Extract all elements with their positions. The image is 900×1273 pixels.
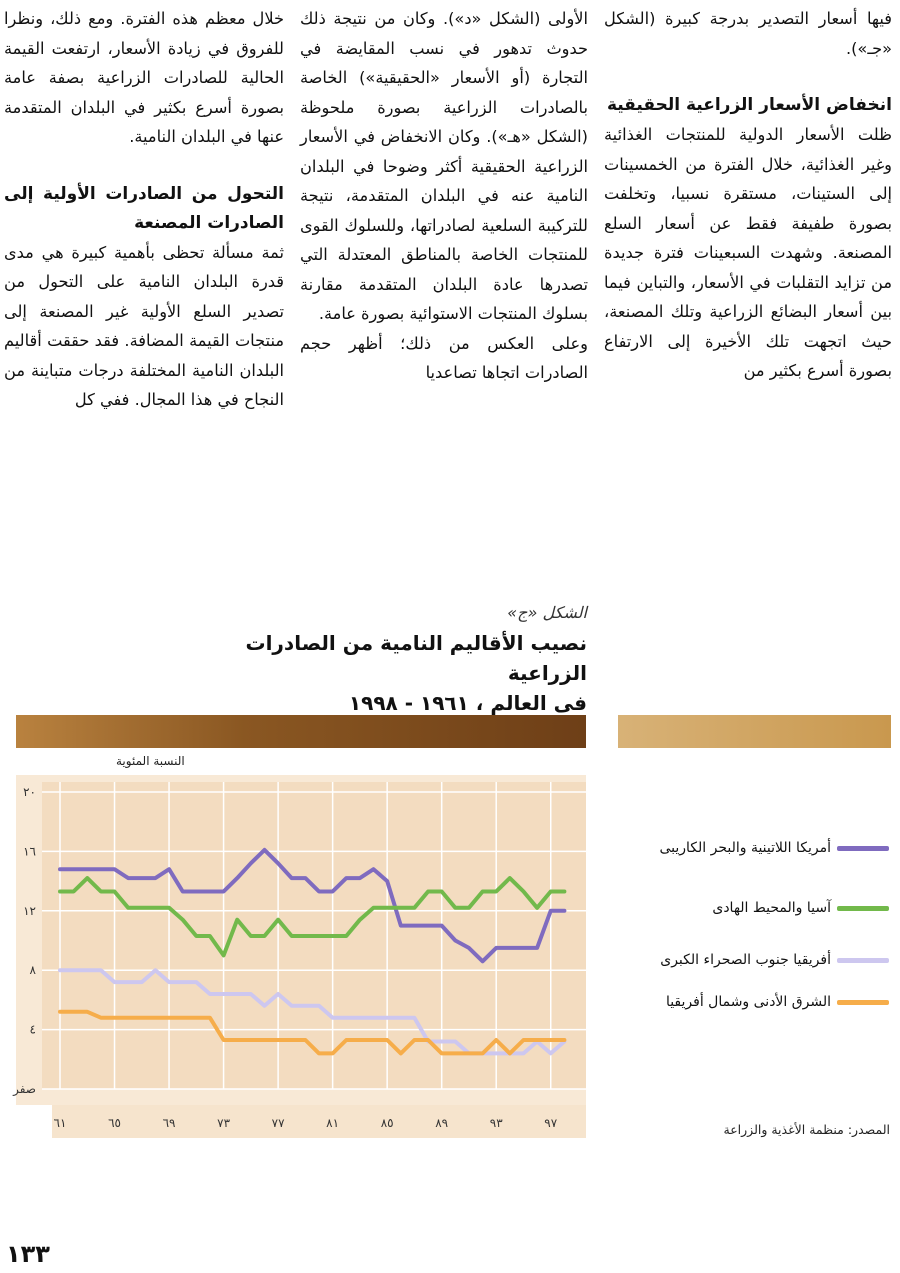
legend-item [660, 952, 889, 968]
x-tick-label: ٩٧ [544, 1116, 558, 1130]
y-axis-label: النسبة المئوية [116, 754, 185, 768]
y-tick-label: ٢٠ [23, 785, 36, 799]
figure-label: الشكل «ج» [507, 603, 587, 622]
paragraph: ثمة مسألة تحظى بأهمية كبيرة هي مدى قدرة البلدان النامية على التحول من تصدير السلع الأولية غير المصنعة إلى منتجات القيمة المضافة. فقد حققت أقاليم البلدان النامية المختلفة درجات متباينة من النجاح في هذا المجال. ففي كل [4, 242, 284, 409]
section-heading: انخفاض الأسعار الزراعية الحقيقية [606, 95, 892, 115]
paragraph: ظلت الأسعار الدولية للمنتجات الغذائية وغير الغذائية، خلال الفترة من الخمسينات إلى الستينات، مستقرة نسبيا، وتخلفت بصورة طفيفة فقط عن أسعار السلع المصنعة. وشهدت السبعينات فترة جديدة من تزايد التقلبات في الأسعار، والتباين فيما بين أسعار البضائع الزراعية وتلك المصنعة، حيث اتجهت تلك الأخيرة إلى الارتفاع بصورة أسرع بكثير من [604, 125, 892, 380]
x-tick-label: ٦٩ [162, 1116, 176, 1130]
y-tick-label: صفر [13, 1082, 36, 1096]
x-tick-label: ٦٥ [108, 1116, 121, 1130]
page-number: ١٣٣ [6, 1240, 50, 1268]
legend-swatch [837, 958, 889, 963]
x-axis-band [52, 1105, 586, 1138]
legend-item [666, 994, 889, 1010]
y-tick-label: ١٢ [23, 903, 36, 918]
legend-swatch [837, 846, 889, 851]
x-tick-label: ٨٥ [380, 1116, 394, 1130]
x-tick-label: ٨١ [326, 1116, 340, 1130]
legend-label: آسيا والمحيط الهادى [712, 900, 831, 916]
figure-source: المصدر: منظمة الأغذية والزراعة [723, 1122, 890, 1137]
legend-label: أمريكا اللاتينية والبحر الكاريبى [659, 840, 831, 856]
legend-label: الشرق الأدنى وشمال أفريقيا [665, 994, 831, 1010]
section-heading: التحول من الصادرات الأولية إلى الصادرات المصنعة [4, 183, 284, 233]
y-tick-label: ١٦ [23, 844, 36, 859]
figure-title-line1: نصيب الأقاليم النامية من الصادرات الزراعية [245, 631, 587, 685]
paragraph: الأولى (الشكل «د»). وكان من نتيجة ذلك حدوث تدهور في نسب المقايضة في التجارة (أو الأسعار «الحقيقية») الخاصة بالصادرات الزراعية بصورة ملحوظة (الشكل «هـ»). وكان الانخفاض في الأسعار الزراعية الحقيقية أكثر وضوحا في البلدان النامية عنه في البلدان المتقدمة، نتيجة للتركيبة السلعية لصادراتها، وللسلوك القوى للمنتجات الخاصة بالمناطق المعتدلة التي تصدرها عادة البلدان المتقدمة مقارنة بسلوك المنتجات الاستوائية بصورة عامة. [300, 9, 588, 323]
x-tick-label: ٨٩ [435, 1116, 449, 1130]
paragraph: خلال معظم هذه الفترة. ومع ذلك، ونظرا للفروق في زيادة الأسعار، ارتفعت القيمة الحالية للصادرات الزراعية بصفة عامة بصورة أسرع بكثير في البلدان المتقدمة عنها في البلدان النامية. [4, 9, 284, 146]
legend-swatch [837, 906, 889, 911]
legend-label: أفريقيا جنوب الصحراء الكبرى [660, 952, 831, 968]
x-tick-label: ٧٣ [217, 1116, 231, 1130]
legend-item [659, 840, 889, 856]
legend-swatch [837, 1000, 889, 1005]
y-tick-label: ٤ [29, 1022, 36, 1037]
figure-title-line2: فى العالم ، ١٩٦١ - ١٩٩٨ [348, 691, 587, 715]
paragraph: فيها أسعار التصدير بدرجة كبيرة (الشكل «جـ»). [604, 9, 892, 58]
x-tick-label: ٦١ [53, 1116, 67, 1130]
x-tick-label: ٩٣ [489, 1116, 503, 1130]
paragraph: وعلى العكس من ذلك؛ أظهر حجم الصادرات اتجاها تصاعديا [300, 333, 588, 382]
x-tick-label: ٧٧ [271, 1116, 285, 1130]
legend-item [712, 900, 889, 916]
y-tick-label: ٨ [29, 963, 36, 978]
